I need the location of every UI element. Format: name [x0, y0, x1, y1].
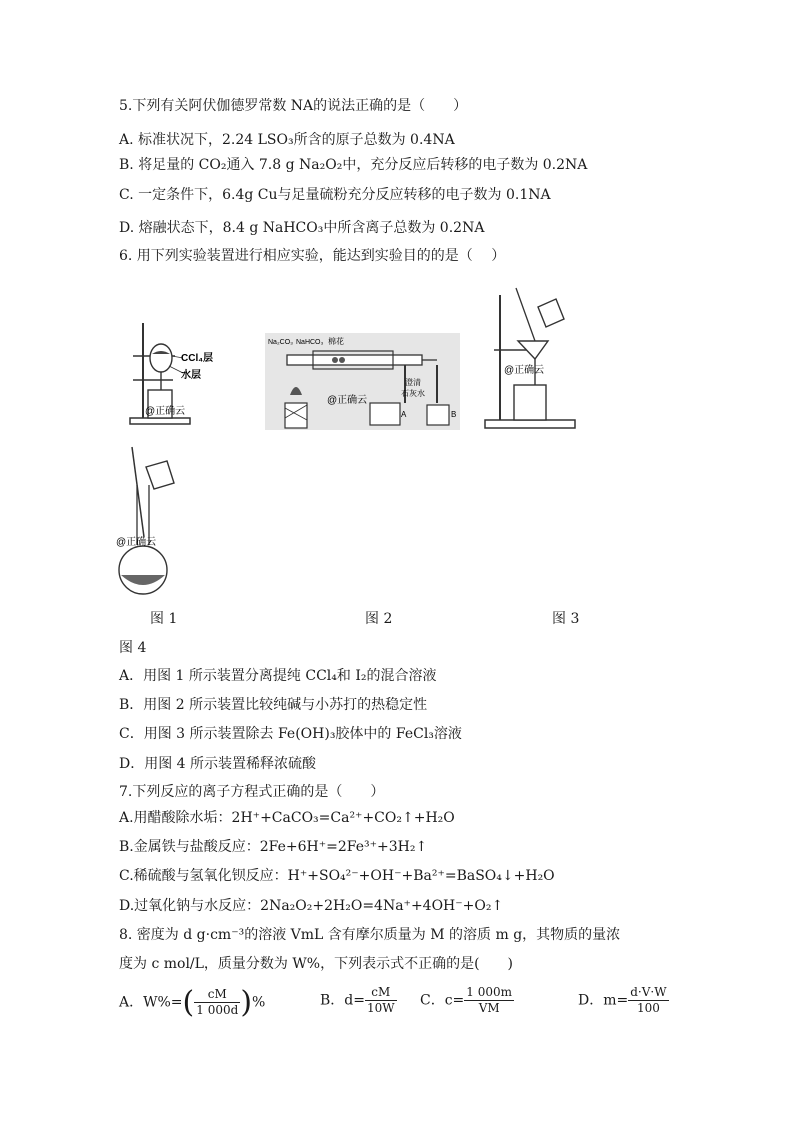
fig1-watermark: @正确云 — [145, 406, 186, 417]
q8-a-denominator: 1 000d — [196, 1003, 239, 1017]
q6-option-b: B．用图 2 所示装置比较纯碱与小苏打的热稳定性 — [119, 697, 428, 713]
figure-1-separatory-funnel — [125, 318, 235, 433]
q8-b-numerator: cM — [365, 985, 397, 1001]
q8-option-a: A．W%=( $\frac{cM}{1 000d}$ )% — [119, 985, 266, 1020]
q8-d-numerator: d·V·W — [630, 985, 667, 999]
q7-option-a: A.用醋酸除水垢：2H⁺+CaCO₃=Ca²⁺+CO₂↑+H₂O — [119, 810, 455, 826]
fig2-label-na2co3: Na₂CO₃ — [268, 339, 294, 346]
q7-stem: 7.下列反应的离子方程式正确的是（ ） — [119, 784, 385, 800]
q6-option-c: C．用图 3 所示装置除去 Fe(OH)₃胶体中的 FeCl₃溶液 — [119, 726, 462, 742]
q8-b-fraction — [365, 985, 397, 1016]
fig2-label-cotton: 棉花 — [328, 337, 344, 346]
q8-d-denominator: 100 — [636, 1001, 660, 1015]
caption-figure-3: 图 3 — [552, 611, 580, 627]
fig2-label-a: A — [401, 410, 407, 419]
q8-b-denominator: 10W — [366, 1001, 395, 1015]
q5-stem: 5.下列有关阿伏伽德罗常数 NA的说法正确的是（ ） — [119, 98, 468, 114]
q5-option-a: A. 标准状况下，2.24 LSO₃所含的原子总数为 0.4NA — [119, 132, 455, 148]
q5-option-b: B. 将足量的 CO₂通入 7.8 g Na₂O₂中，充分反应后转移的电子数为 0.2NA — [119, 157, 588, 173]
fig2-watermark: @正确云 — [327, 395, 368, 406]
q6-option-d: D．用图 4 所示装置稀释浓硫酸 — [119, 756, 317, 772]
q8-a-numerator: cM — [194, 987, 240, 1003]
q6-option-a: A．用图 1 所示装置分离提纯 CCl₄和 I₂的混合溶液 — [119, 668, 437, 684]
q8-a-tail: % — [252, 994, 266, 1011]
caption-figure-2: 图 2 — [365, 611, 393, 627]
caption-figure-1: 图 1 — [150, 611, 178, 627]
q8-c-numerator: 1 000m — [466, 985, 513, 999]
caption-figure-4: 图 4 — [119, 640, 147, 656]
q8-option-c — [420, 985, 514, 1016]
q7-option-c: C.稀硫酸与氢氧化钡反应：H⁺+SO₄²⁻+OH⁻+Ba²⁺=BaSO₄↓+H₂O — [119, 868, 555, 884]
q8-d-fraction — [628, 985, 668, 1016]
q8-option-d — [578, 985, 669, 1016]
q6-stem: 6. 用下列实验装置进行相应实验，能达到实验目的的是（ ） — [119, 248, 506, 264]
q8-a-label: A．W%= — [119, 994, 183, 1011]
q8-c-denominator: VM — [478, 1001, 500, 1015]
fig1-label-ccl4: CCl₄层 — [181, 353, 213, 364]
q8-c-fraction — [464, 985, 514, 1016]
q8-stem-line-2: 度为 c mol/L，质量分数为 W%，下列表示式不正确的是( ) — [119, 956, 514, 972]
figure-3-filtration — [480, 285, 580, 433]
q8-d-label: D．m= — [578, 992, 629, 1009]
q8-option-b — [320, 985, 397, 1016]
q7-option-b: B.金属铁与盐酸反应：2Fe+6H⁺=2Fe³⁺+3H₂↑ — [119, 839, 428, 855]
fig2-label-limewater: 石灰水 — [401, 389, 425, 398]
fig3-watermark: @正确云 — [504, 365, 545, 376]
fig4-watermark: @正确云 — [116, 537, 157, 548]
q8-c-label: C．c= — [420, 992, 465, 1009]
q5-option-c: C. 一定条件下，6.4g Cu与足量硫粉充分反应转移的电子数为 0.1NA — [119, 187, 551, 203]
q8-a-fraction — [194, 987, 240, 1018]
q8-b-label: B．d= — [320, 992, 365, 1009]
q7-option-d: D.过氧化钠与水反应：2Na₂O₂+2H₂O=4Na⁺+4OH⁻+O₂↑ — [119, 898, 504, 914]
fig2-label-clear: 澄清 — [405, 378, 421, 387]
figure-4-dilution-flask — [112, 445, 192, 595]
q8-stem-line-1: 8. 密度为 d g·cm⁻³的溶液 VmL 含有摩尔质量为 M 的溶质 m g，其物质的量浓 — [119, 927, 621, 943]
fig2-label-b: B — [451, 410, 457, 419]
q5-option-d: D. 熔融状态下，8.4 g NaHCO₃中所含离子总数为 0.2NA — [119, 220, 485, 236]
figure-2-thermal-stability — [265, 333, 460, 430]
fig1-label-water: 水层 — [181, 370, 201, 381]
fig2-label-nahco3: NaHCO₃ — [296, 339, 324, 346]
